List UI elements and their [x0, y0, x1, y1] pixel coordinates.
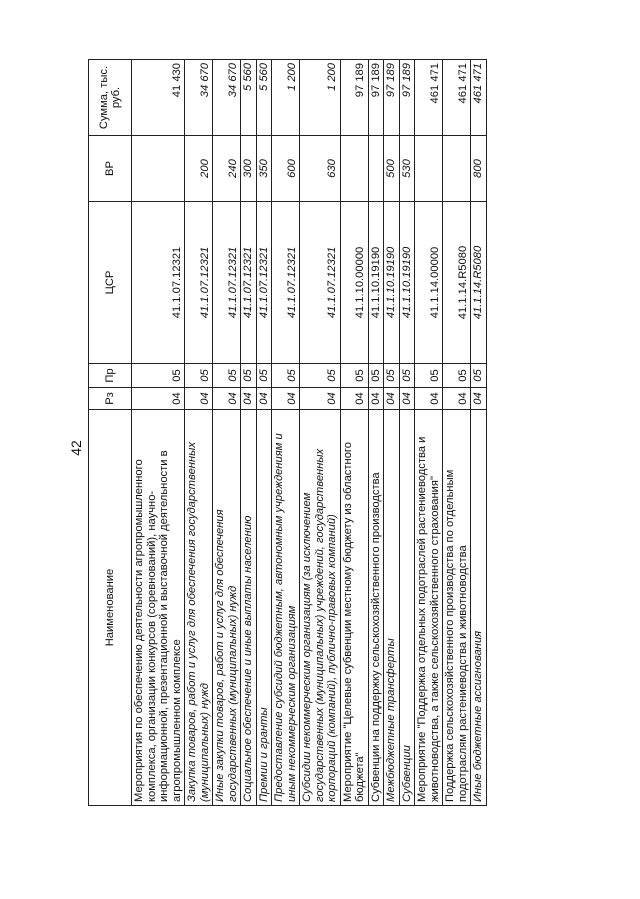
cell-pr: 05 [384, 364, 400, 388]
cell-vr: 500 [384, 136, 400, 202]
cell-sum: 34 670 [213, 60, 241, 136]
cell-csr: 41.1.14.00000 [415, 202, 443, 364]
table-row [185, 60, 213, 806]
cell-vr: 800 [471, 136, 487, 202]
cell-pr: 05 [132, 364, 185, 388]
cell-vr [132, 136, 185, 202]
cell-name: Мероприятия по обеспечению деятельности агропромышленного комплекса, организации конкурсов (соревнований), научно-информационной, презентационной и выставочной деятельности в агропромышленном комплексе [132, 410, 185, 806]
cell-rz: 04 [340, 388, 368, 410]
cell-pr: 05 [368, 364, 384, 388]
cell-csr: 41.1.07.12321 [300, 202, 341, 364]
cell-csr: 41.1.07.12321 [241, 202, 257, 364]
cell-name: Межбюджетные трансферты [384, 410, 400, 806]
cell-name: Премии и гранты [256, 410, 272, 806]
cell-vr: 300 [241, 136, 257, 202]
cell-csr: 41.1.07.12321 [272, 202, 300, 364]
table-row [132, 60, 185, 806]
page-number: 42 [67, 440, 84, 456]
cell-sum: 97 189 [340, 60, 368, 136]
cell-name: Мероприятие "Поддержка отдельных подотраслей растениеводства и животноводства, а также сельскохозяйственного страхования" [415, 410, 443, 806]
table-row [443, 60, 471, 806]
header-pr: Пр [89, 364, 132, 388]
cell-rz: 04 [132, 388, 185, 410]
cell-name: Социальное обеспечение и иные выплаты населению [241, 410, 257, 806]
cell-vr [443, 136, 471, 202]
cell-vr: 630 [300, 136, 341, 202]
cell-pr: 05 [185, 364, 213, 388]
header-sum: Сумма, тыс. руб. [89, 60, 132, 136]
cell-vr [415, 136, 443, 202]
table-row [340, 60, 368, 806]
cell-pr: 05 [256, 364, 272, 388]
cell-csr: 41.1.10.00000 [340, 202, 368, 364]
cell-name: Поддержка сельскохозяйственного производства по отдельным подотраслям растениеводства и животноводства [443, 410, 471, 806]
cell-pr: 05 [415, 364, 443, 388]
table-row [415, 60, 443, 806]
table-row [368, 60, 384, 806]
budget-table [88, 59, 487, 806]
cell-sum: 97 189 [384, 60, 400, 136]
cell-name: Иные закупки товаров, работ и услуг для обеспечения государственных (муниципальных) нужд [213, 410, 241, 806]
cell-pr: 05 [471, 364, 487, 388]
cell-sum: 41 430 [132, 60, 185, 136]
table-row [471, 60, 487, 806]
cell-name: Закупка товаров, работ и услуг для обеспечения государственных (муниципальных) нужд [185, 410, 213, 806]
cell-sum: 461 471 [443, 60, 471, 136]
cell-csr: 41.1.10.19190 [399, 202, 415, 364]
cell-rz: 04 [368, 388, 384, 410]
cell-rz: 04 [185, 388, 213, 410]
cell-pr: 05 [272, 364, 300, 388]
cell-csr: 41.1.14.R5080 [471, 202, 487, 364]
cell-vr: 530 [399, 136, 415, 202]
table-header-row [89, 60, 132, 806]
cell-pr: 05 [300, 364, 341, 388]
cell-name: Иные бюджетные ассигнования [471, 410, 487, 806]
cell-rz: 04 [213, 388, 241, 410]
table-row [241, 60, 257, 806]
cell-vr: 350 [256, 136, 272, 202]
cell-rz: 04 [256, 388, 272, 410]
cell-sum: 1 200 [272, 60, 300, 136]
cell-rz: 04 [272, 388, 300, 410]
cell-vr: 600 [272, 136, 300, 202]
cell-sum: 5 560 [241, 60, 257, 136]
table-row [256, 60, 272, 806]
cell-csr: 41.1.07.12321 [132, 202, 185, 364]
cell-csr: 41.1.14.R5080 [443, 202, 471, 364]
cell-pr: 05 [399, 364, 415, 388]
cell-csr: 41.1.07.12321 [256, 202, 272, 364]
budget-table-rotated [88, 60, 516, 806]
header-rz: Рз [89, 388, 132, 410]
cell-name: Предоставление субсидий бюджетным, автономным учреждениям и иным некоммерческим организациям [272, 410, 300, 806]
cell-pr: 05 [213, 364, 241, 388]
cell-pr: 05 [340, 364, 368, 388]
cell-vr [340, 136, 368, 202]
cell-vr: 200 [185, 136, 213, 202]
cell-rz: 04 [399, 388, 415, 410]
cell-csr: 41.1.10.19190 [384, 202, 400, 364]
cell-rz: 04 [443, 388, 471, 410]
cell-rz: 04 [241, 388, 257, 410]
cell-sum: 97 189 [368, 60, 384, 136]
cell-name: Субвенции [399, 410, 415, 806]
cell-rz: 04 [300, 388, 341, 410]
cell-rz: 04 [471, 388, 487, 410]
cell-vr: 240 [213, 136, 241, 202]
cell-name: Субвенции на поддержку сельскохозяйственного производства [368, 410, 384, 806]
cell-csr: 41.1.07.12321 [213, 202, 241, 364]
table-row [272, 60, 300, 806]
cell-sum: 1 200 [300, 60, 341, 136]
cell-sum: 461 471 [415, 60, 443, 136]
cell-csr: 41.1.10.19190 [368, 202, 384, 364]
cell-sum: 461 471 [471, 60, 487, 136]
cell-sum: 34 670 [185, 60, 213, 136]
header-csr: ЦСР [89, 202, 132, 364]
cell-sum: 5 560 [256, 60, 272, 136]
cell-pr: 05 [443, 364, 471, 388]
header-vr: ВР [89, 136, 132, 202]
cell-csr: 41.1.07.12321 [185, 202, 213, 364]
cell-name: Субсидии некоммерческим организациям (за исключением государственных (муниципальных) учреждений, государственных корпораций (компаний), публично-правовых компаний) [300, 410, 341, 806]
table-row [213, 60, 241, 806]
header-name: Наименование [89, 410, 132, 806]
cell-rz: 04 [415, 388, 443, 410]
cell-vr [368, 136, 384, 202]
cell-pr: 05 [241, 364, 257, 388]
cell-name: Мероприятие "Целевые субвенции местному бюджету из областного бюджета" [340, 410, 368, 806]
cell-rz: 04 [384, 388, 400, 410]
table-row [384, 60, 400, 806]
table-row [300, 60, 341, 806]
cell-sum: 97 189 [399, 60, 415, 136]
table-row [399, 60, 415, 806]
